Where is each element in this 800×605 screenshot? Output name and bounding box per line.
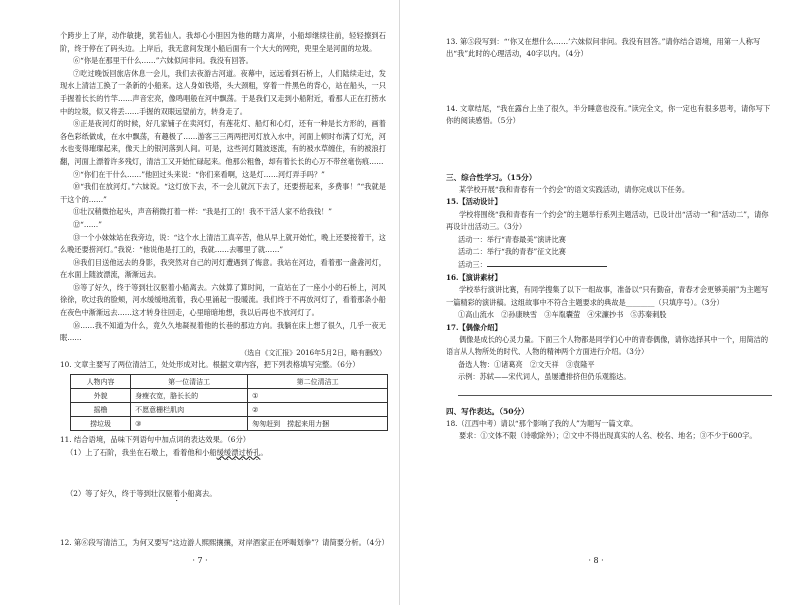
- article-paragraph: ⑩“我们在放河灯。”六妹说。“这灯放下去，不一会儿就沉下去了，还要捞起来，多费事！”“我就是干这个的……”: [60, 182, 386, 204]
- question-14: 14. 文章结尾，“我在露台上坐了很久，半分睡意也没有。”读完全文，你一定也有很多思考，请你写下你的阅读感悟。（5分）: [446, 103, 771, 126]
- table-cell: ③: [131, 417, 248, 431]
- question-11-1: [60, 447, 386, 462]
- q11-1-text: （1）上了石阶，我坐在石墩上，看着他和小船: [66, 447, 217, 457]
- q11-2-end: 小船离去。: [180, 488, 217, 498]
- article-paragraph: ⑦吃过晚饭回旅店休息一会儿，我们去夜游古河道。夜幕中，远远看到石桥上，人们陆续走过，发现水上清洁工换了一条新的小船来。这人身如铁塔，头大颈粗，穿着一件黑色的背心，站在船头，一只手握着长长的竹竿……声音宏亮，像鸣唱般在河中飘荡。于是我们又走到小船附近，看那人正在打捞水中的垃圾，似又将丢……手握的双眼远望前方，转身走了。: [60, 68, 386, 116]
- table-cell: 身瘦衣宽，胳长长的: [131, 389, 248, 403]
- question-11: 11. 结合语境，品味下列语句中加点词的表达效果。（6分）: [60, 435, 251, 445]
- q11-1-end: 。: [260, 447, 268, 457]
- activity-3: [446, 258, 772, 271]
- question-10: 10. 文章主要写了两位清洁工，处处形成对比。根据文章内容，把下列表格填写完整。（6分）: [60, 359, 360, 369]
- table-cell: 外貌: [71, 389, 131, 403]
- article-paragraph: ⑥“你是在那里干什么……”六妹似问非问。我没有回答。: [72, 56, 253, 66]
- activity-3-label: 活动三：: [458, 260, 487, 270]
- activity-1: 活动一：举行“青春最美”演讲比赛: [458, 234, 566, 244]
- article-paragraph: ⑫“……”: [72, 219, 102, 229]
- question-15-body: 学校将围绕“我和青春有一个约会”的主题举行系列主题活动，已设计出“活动一”和“活动二”，请你再设计出活动三。（3分）: [446, 209, 769, 232]
- table-header-row: [71, 375, 388, 389]
- article-paragraph: ⑪壮汉稍微抬起头，声音稍微打着一样：“我是打工的！我不干活人家不给我钱！”: [72, 207, 332, 217]
- question-12: 12. 第⑥段写清洁工，为何又要写“这边游人熙熙攘攘，对岸酒家正在呼喝划拳”？请简要分析。（4分）: [60, 537, 389, 547]
- article-paragraph: ⑭我们目送他远去的身影，我突然对自己的河灯遭遇到了悔意。我站在河边，看着那一盏盏河灯，在水面上随波漂流，渐渐远去。: [60, 257, 386, 280]
- section-4-heading: 四、写作表达。（50分）: [446, 406, 529, 416]
- article-paragraph: ⑮等了好久，终于等到壮汉驱着小船离去。六妹算了算时间，一直站在了一座小小的石桥上，河风徐徐，吹过我的脸颊，河水缓缓地流着，我心里涌起一股暖流。我们终于不再放河灯了，看着那条小船在夜色中渐渐远去……这才转身往回走，心里暗暗地想，我以后再也不放河灯了。: [60, 282, 386, 318]
- article-paragraph: ⑨“你们在干什么……”他回过头来说：“你们来看啊，这是灯……河灯弄手吗？”: [72, 169, 325, 179]
- table-cell: 捞垃圾: [71, 417, 131, 431]
- article-source: （选自《文汇报》2016年5月2日，略有删改）: [240, 348, 386, 357]
- table-row: [71, 403, 388, 417]
- question-18-requirements: 要求：①文体不限（诗歌除外）；②文中不得出现真实的人名、校名、地名；③不少于600字。: [458, 431, 757, 441]
- q11-2-text: （2）等了好久，终于等到壮汉驱: [66, 488, 173, 498]
- article-paragraph: ⑬一个小妹妹站在我旁边，说：“这个水上清洁工真辛苦，他从早上就开始忙，晚上还要接着干，这么晚还要捞河灯。”我说：“他说他是打工的，我就……去哪里了就……”: [60, 232, 386, 255]
- page-number: · 7 ·: [192, 556, 208, 565]
- q11-1-marked: 缓缓漂过桥孔: [216, 447, 261, 457]
- table-cell: ②: [248, 403, 388, 417]
- article-paragraph: ⑯……我不知道为什么，竟久久地凝视着他的长巷的那边方向。我躺在床上想了很久，几乎一夜无眠……: [60, 320, 386, 343]
- question-15: 15.【活动设计】: [446, 197, 502, 207]
- question-16-body: 学校举行演讲比赛，有同学搜集了以下一组故事，准备以“只有勤奋，青春才会更够美丽”为主题写一篇精彩的演讲稿。这组故事中不符合主题要求的典故是________（只填序号）。（3分）: [446, 285, 769, 307]
- section-3-intro: 某学校开展“我和青春有一个约会”的语文实践活动，请你完成以下任务。: [458, 185, 690, 195]
- table-header-cell: 人物内容: [71, 375, 131, 389]
- answer-line[interactable]: [458, 384, 772, 396]
- table-cell: 匆匆赶到 捞起来用力捆: [248, 417, 388, 431]
- question-11-2: [60, 488, 386, 503]
- table-cell: 摇橹: [71, 403, 131, 417]
- table-row: [71, 389, 388, 403]
- article-paragraph: 个跨步上了岸，动作敏捷，犹若仙人。我却心小胆因为他的瞎力离岸，小船却继续往前，轻轻擦到石阶，终于停在了码头边。上岸后，我无意间发现小船后面有一个大大的网兜，兜里全是河面的垃圾。: [60, 31, 386, 53]
- question-18: 18.（江西中考）请以“那个影响了我的人”为题写一篇文章。: [446, 418, 638, 428]
- activity-3-answer-blank[interactable]: [487, 258, 607, 267]
- table-row: [71, 417, 388, 431]
- question-17-body: 偶像是成长的心灵力量。下面三个人物都是同学们心中的青春偶像，请你选择其中一个，用简洁的语言从人物所处的时代、人物的精神两个方面进行介绍。（3分）: [446, 334, 769, 357]
- question-17-example: 示例：苏轼——宋代词人，虽屡遭排挤但仍乐观豁达。: [458, 372, 631, 382]
- q11-2-marked: 着: [172, 488, 181, 498]
- table-header-cell: 第一位清洁工: [131, 375, 248, 389]
- page-number: · 8 ·: [588, 556, 604, 565]
- table-cell: 不愿意栅栏肌肉: [131, 403, 248, 417]
- right-page: [400, 0, 800, 605]
- comparison-table: [70, 374, 388, 431]
- question-16: 16.【演讲素材】: [446, 272, 502, 282]
- section-3-heading: 三、综合性学习。（15分）: [446, 172, 537, 182]
- question-17: 17.【偶像介绍】: [446, 322, 502, 332]
- question-16-options: ①高山流水 ②孙康映雪 ③车胤囊萤 ④宋濂抄书 ⑤苏秦刺股: [458, 310, 667, 320]
- question-17-options: 备选人物：①诸葛亮 ②文天祥 ③袁隆平: [458, 359, 595, 369]
- question-13: 13. 第⑤段写到：“‘你又在想什么……’六妹似问非问。我没有回答。”请你结合语境，用第一人称写出“我”此时的心理活动，40字以内。（4分）: [446, 37, 761, 59]
- activity-2: 活动二：举行“我的青春”征文比赛: [458, 247, 566, 257]
- article-paragraph: ⑧正是夜河灯的时候，好几家铺子在卖河灯，有莲花灯、船灯和心灯，还有一种是长方形的，画着各色彩纸做成，在水中飘荡，有趣极了……游客三三两两把河灯放入水中，河面上顿时布满了灯光，河水也变得璀璨起来，像天上的银河落到人间。可是，这些河灯随波逐流，有的被水草缠住，有的被浪打翻，河面上漂着许多残灯，清洁工又开始忙碌起来。他那公粗鲁，却有着长长的心万不带丝毫伤痕……: [60, 119, 386, 166]
- table-header-cell: 第二位清洁工: [248, 375, 388, 389]
- table-cell: ①: [248, 389, 388, 403]
